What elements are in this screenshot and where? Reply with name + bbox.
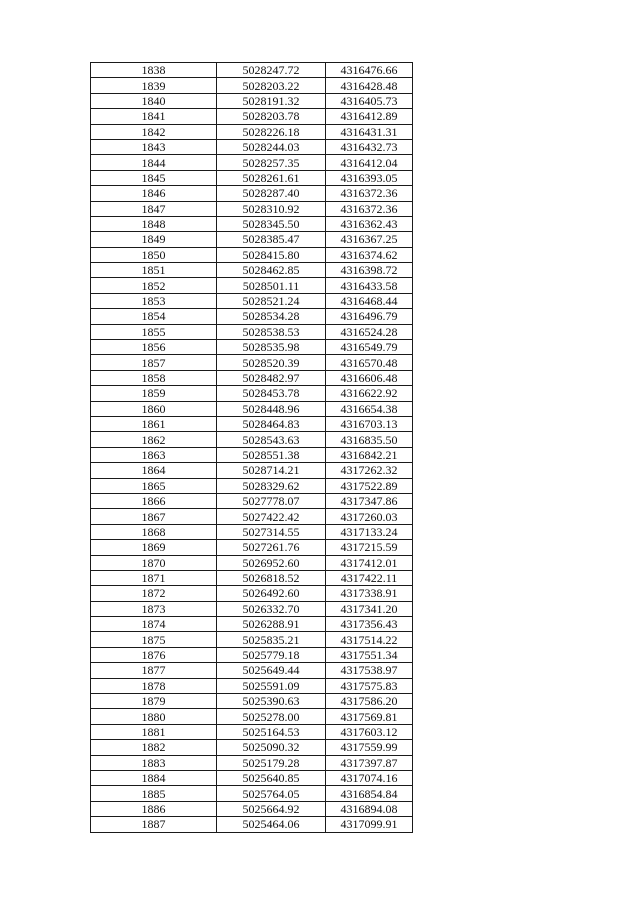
point-number-cell: 1870 — [91, 555, 217, 570]
point-number-cell: 1876 — [91, 647, 217, 662]
table-row — [91, 401, 413, 416]
x-coordinate-cell: 5025179.28 — [217, 755, 326, 770]
table-row — [91, 632, 413, 647]
x-coordinate-cell: 5025090.32 — [217, 740, 326, 755]
y-coordinate-cell: 4316606.48 — [326, 370, 413, 385]
point-number-cell: 1872 — [91, 586, 217, 601]
y-coordinate-cell: 4317412.01 — [326, 555, 413, 570]
x-coordinate-cell: 5026492.60 — [217, 586, 326, 601]
table-row — [91, 493, 413, 508]
point-number-cell: 1852 — [91, 278, 217, 293]
point-number-cell: 1869 — [91, 540, 217, 555]
x-coordinate-cell: 5028261.61 — [217, 170, 326, 185]
table-row — [91, 601, 413, 616]
point-number-cell: 1839 — [91, 78, 217, 93]
point-number-cell: 1841 — [91, 109, 217, 124]
x-coordinate-cell: 5028257.35 — [217, 155, 326, 170]
table-row — [91, 278, 413, 293]
x-coordinate-cell: 5025278.00 — [217, 709, 326, 724]
x-coordinate-cell: 5025664.92 — [217, 801, 326, 816]
point-number-cell: 1859 — [91, 386, 217, 401]
table-row — [91, 355, 413, 370]
y-coordinate-cell: 4317603.12 — [326, 724, 413, 739]
table-row — [91, 678, 413, 693]
y-coordinate-cell: 4317356.43 — [326, 617, 413, 632]
table-row — [91, 647, 413, 662]
x-coordinate-cell: 5028521.24 — [217, 293, 326, 308]
point-number-cell: 1844 — [91, 155, 217, 170]
table-row — [91, 478, 413, 493]
x-coordinate-cell: 5028464.83 — [217, 416, 326, 431]
x-coordinate-cell: 5028244.03 — [217, 139, 326, 154]
x-coordinate-cell: 5028501.11 — [217, 278, 326, 293]
y-coordinate-cell: 4317522.89 — [326, 478, 413, 493]
point-number-cell: 1850 — [91, 247, 217, 262]
table-row — [91, 232, 413, 247]
table-row — [91, 109, 413, 124]
point-number-cell: 1849 — [91, 232, 217, 247]
table-row — [91, 340, 413, 355]
y-coordinate-cell: 4316372.36 — [326, 186, 413, 201]
x-coordinate-cell: 5026818.52 — [217, 570, 326, 585]
table-row — [91, 155, 413, 170]
point-number-cell: 1847 — [91, 201, 217, 216]
y-coordinate-cell: 4316412.89 — [326, 109, 413, 124]
y-coordinate-cell: 4316894.08 — [326, 801, 413, 816]
table-row — [91, 386, 413, 401]
point-number-cell: 1881 — [91, 724, 217, 739]
table-row — [91, 124, 413, 139]
point-number-cell: 1855 — [91, 324, 217, 339]
y-coordinate-cell: 4317074.16 — [326, 770, 413, 785]
point-number-cell: 1884 — [91, 770, 217, 785]
y-coordinate-cell: 4317551.34 — [326, 647, 413, 662]
table-row — [91, 416, 413, 431]
point-number-cell: 1867 — [91, 509, 217, 524]
table-row — [91, 324, 413, 339]
x-coordinate-cell: 5028543.63 — [217, 432, 326, 447]
point-number-cell: 1866 — [91, 493, 217, 508]
point-number-cell: 1875 — [91, 632, 217, 647]
x-coordinate-cell: 5025390.63 — [217, 694, 326, 709]
point-number-cell: 1865 — [91, 478, 217, 493]
x-coordinate-cell: 5026332.70 — [217, 601, 326, 616]
y-coordinate-cell: 4316428.48 — [326, 78, 413, 93]
y-coordinate-cell: 4316372.36 — [326, 201, 413, 216]
point-number-cell: 1863 — [91, 447, 217, 462]
x-coordinate-cell: 5026288.91 — [217, 617, 326, 632]
y-coordinate-cell: 4317514.22 — [326, 632, 413, 647]
y-coordinate-cell: 4317586.20 — [326, 694, 413, 709]
table-row — [91, 432, 413, 447]
point-number-cell: 1853 — [91, 293, 217, 308]
y-coordinate-cell: 4316367.25 — [326, 232, 413, 247]
table-row — [91, 170, 413, 185]
point-number-cell: 1856 — [91, 340, 217, 355]
x-coordinate-cell: 5025835.21 — [217, 632, 326, 647]
y-coordinate-cell: 4316549.79 — [326, 340, 413, 355]
x-coordinate-cell: 5026952.60 — [217, 555, 326, 570]
table-row — [91, 93, 413, 108]
x-coordinate-cell: 5028534.28 — [217, 309, 326, 324]
point-number-cell: 1862 — [91, 432, 217, 447]
x-coordinate-cell: 5028520.39 — [217, 355, 326, 370]
point-number-cell: 1887 — [91, 817, 217, 832]
x-coordinate-cell: 5028226.18 — [217, 124, 326, 139]
point-number-cell: 1882 — [91, 740, 217, 755]
table-row — [91, 139, 413, 154]
point-number-cell: 1868 — [91, 524, 217, 539]
point-number-cell: 1845 — [91, 170, 217, 185]
point-number-cell: 1846 — [91, 186, 217, 201]
x-coordinate-cell: 5028448.96 — [217, 401, 326, 416]
table-row — [91, 78, 413, 93]
table-row — [91, 755, 413, 770]
x-coordinate-cell: 5025591.09 — [217, 678, 326, 693]
x-coordinate-cell: 5025779.18 — [217, 647, 326, 662]
x-coordinate-cell: 5028453.78 — [217, 386, 326, 401]
y-coordinate-cell: 4317338.91 — [326, 586, 413, 601]
table-row — [91, 263, 413, 278]
point-number-cell: 1842 — [91, 124, 217, 139]
x-coordinate-cell: 5028551.38 — [217, 447, 326, 462]
y-coordinate-cell: 4317260.03 — [326, 509, 413, 524]
table-row — [91, 247, 413, 262]
point-number-cell: 1878 — [91, 678, 217, 693]
table-row — [91, 570, 413, 585]
x-coordinate-cell: 5028462.85 — [217, 263, 326, 278]
x-coordinate-cell: 5025164.53 — [217, 724, 326, 739]
x-coordinate-cell: 5028287.40 — [217, 186, 326, 201]
table-row — [91, 817, 413, 832]
x-coordinate-cell: 5028482.97 — [217, 370, 326, 385]
y-coordinate-cell: 4316405.73 — [326, 93, 413, 108]
x-coordinate-cell: 5028247.72 — [217, 63, 326, 78]
y-coordinate-cell: 4316524.28 — [326, 324, 413, 339]
y-coordinate-cell: 4317133.24 — [326, 524, 413, 539]
table-row — [91, 309, 413, 324]
table-row — [91, 770, 413, 785]
table-row — [91, 801, 413, 816]
table-row — [91, 186, 413, 201]
y-coordinate-cell: 4316570.48 — [326, 355, 413, 370]
table-row — [91, 63, 413, 78]
y-coordinate-cell: 4317347.86 — [326, 493, 413, 508]
table-row — [91, 663, 413, 678]
point-number-cell: 1857 — [91, 355, 217, 370]
table-row — [91, 709, 413, 724]
y-coordinate-cell: 4316412.04 — [326, 155, 413, 170]
x-coordinate-cell: 5027422.42 — [217, 509, 326, 524]
x-coordinate-cell: 5027778.07 — [217, 493, 326, 508]
table-row — [91, 555, 413, 570]
x-coordinate-cell: 5028329.62 — [217, 478, 326, 493]
y-coordinate-cell: 4317397.87 — [326, 755, 413, 770]
point-number-cell: 1879 — [91, 694, 217, 709]
y-coordinate-cell: 4316476.66 — [326, 63, 413, 78]
y-coordinate-cell: 4317099.91 — [326, 817, 413, 832]
y-coordinate-cell: 4316496.79 — [326, 309, 413, 324]
table-row — [91, 740, 413, 755]
point-number-cell: 1861 — [91, 416, 217, 431]
point-number-cell: 1886 — [91, 801, 217, 816]
point-number-cell: 1843 — [91, 139, 217, 154]
point-number-cell: 1885 — [91, 786, 217, 801]
x-coordinate-cell: 5028310.92 — [217, 201, 326, 216]
y-coordinate-cell: 4317569.81 — [326, 709, 413, 724]
point-number-cell: 1873 — [91, 601, 217, 616]
point-number-cell: 1854 — [91, 309, 217, 324]
x-coordinate-cell: 5025464.06 — [217, 817, 326, 832]
y-coordinate-cell: 4316654.38 — [326, 401, 413, 416]
y-coordinate-cell: 4317575.83 — [326, 678, 413, 693]
point-number-cell: 1860 — [91, 401, 217, 416]
x-coordinate-cell: 5028203.78 — [217, 109, 326, 124]
table-row — [91, 509, 413, 524]
point-number-cell: 1858 — [91, 370, 217, 385]
x-coordinate-cell: 5028345.50 — [217, 216, 326, 231]
y-coordinate-cell: 4316835.50 — [326, 432, 413, 447]
y-coordinate-cell: 4317262.32 — [326, 463, 413, 478]
table-row — [91, 216, 413, 231]
x-coordinate-cell: 5027261.76 — [217, 540, 326, 555]
y-coordinate-cell: 4316468.44 — [326, 293, 413, 308]
table-row — [91, 617, 413, 632]
y-coordinate-cell: 4317559.99 — [326, 740, 413, 755]
y-coordinate-cell: 4316374.62 — [326, 247, 413, 262]
y-coordinate-cell: 4316393.05 — [326, 170, 413, 185]
coordinate-table — [90, 62, 413, 833]
table-row — [91, 540, 413, 555]
table-row — [91, 370, 413, 385]
point-number-cell: 1871 — [91, 570, 217, 585]
y-coordinate-cell: 4316854.84 — [326, 786, 413, 801]
point-number-cell: 1880 — [91, 709, 217, 724]
point-number-cell: 1838 — [91, 63, 217, 78]
y-coordinate-cell: 4316362.43 — [326, 216, 413, 231]
point-number-cell: 1877 — [91, 663, 217, 678]
y-coordinate-cell: 4317341.20 — [326, 601, 413, 616]
x-coordinate-cell: 5028415.80 — [217, 247, 326, 262]
y-coordinate-cell: 4316398.72 — [326, 263, 413, 278]
x-coordinate-cell: 5027314.55 — [217, 524, 326, 539]
x-coordinate-cell: 5025764.05 — [217, 786, 326, 801]
table-row — [91, 724, 413, 739]
y-coordinate-cell: 4317538.97 — [326, 663, 413, 678]
x-coordinate-cell: 5028385.47 — [217, 232, 326, 247]
table-row — [91, 786, 413, 801]
table-row — [91, 293, 413, 308]
y-coordinate-cell: 4317215.59 — [326, 540, 413, 555]
point-number-cell: 1864 — [91, 463, 217, 478]
y-coordinate-cell: 4317422.11 — [326, 570, 413, 585]
point-number-cell: 1883 — [91, 755, 217, 770]
y-coordinate-cell: 4316842.21 — [326, 447, 413, 462]
point-number-cell: 1840 — [91, 93, 217, 108]
y-coordinate-cell: 4316431.31 — [326, 124, 413, 139]
table-row — [91, 586, 413, 601]
table-row — [91, 201, 413, 216]
y-coordinate-cell: 4316432.73 — [326, 139, 413, 154]
x-coordinate-cell: 5028714.21 — [217, 463, 326, 478]
point-number-cell: 1851 — [91, 263, 217, 278]
table-row — [91, 447, 413, 462]
coordinate-table-body — [91, 63, 413, 833]
point-number-cell: 1874 — [91, 617, 217, 632]
table-row — [91, 524, 413, 539]
y-coordinate-cell: 4316433.58 — [326, 278, 413, 293]
table-row — [91, 463, 413, 478]
table-row — [91, 694, 413, 709]
x-coordinate-cell: 5028538.53 — [217, 324, 326, 339]
x-coordinate-cell: 5028191.32 — [217, 93, 326, 108]
point-number-cell: 1848 — [91, 216, 217, 231]
y-coordinate-cell: 4316622.92 — [326, 386, 413, 401]
x-coordinate-cell: 5025649.44 — [217, 663, 326, 678]
x-coordinate-cell: 5028203.22 — [217, 78, 326, 93]
x-coordinate-cell: 5025640.85 — [217, 770, 326, 785]
y-coordinate-cell: 4316703.13 — [326, 416, 413, 431]
x-coordinate-cell: 5028535.98 — [217, 340, 326, 355]
